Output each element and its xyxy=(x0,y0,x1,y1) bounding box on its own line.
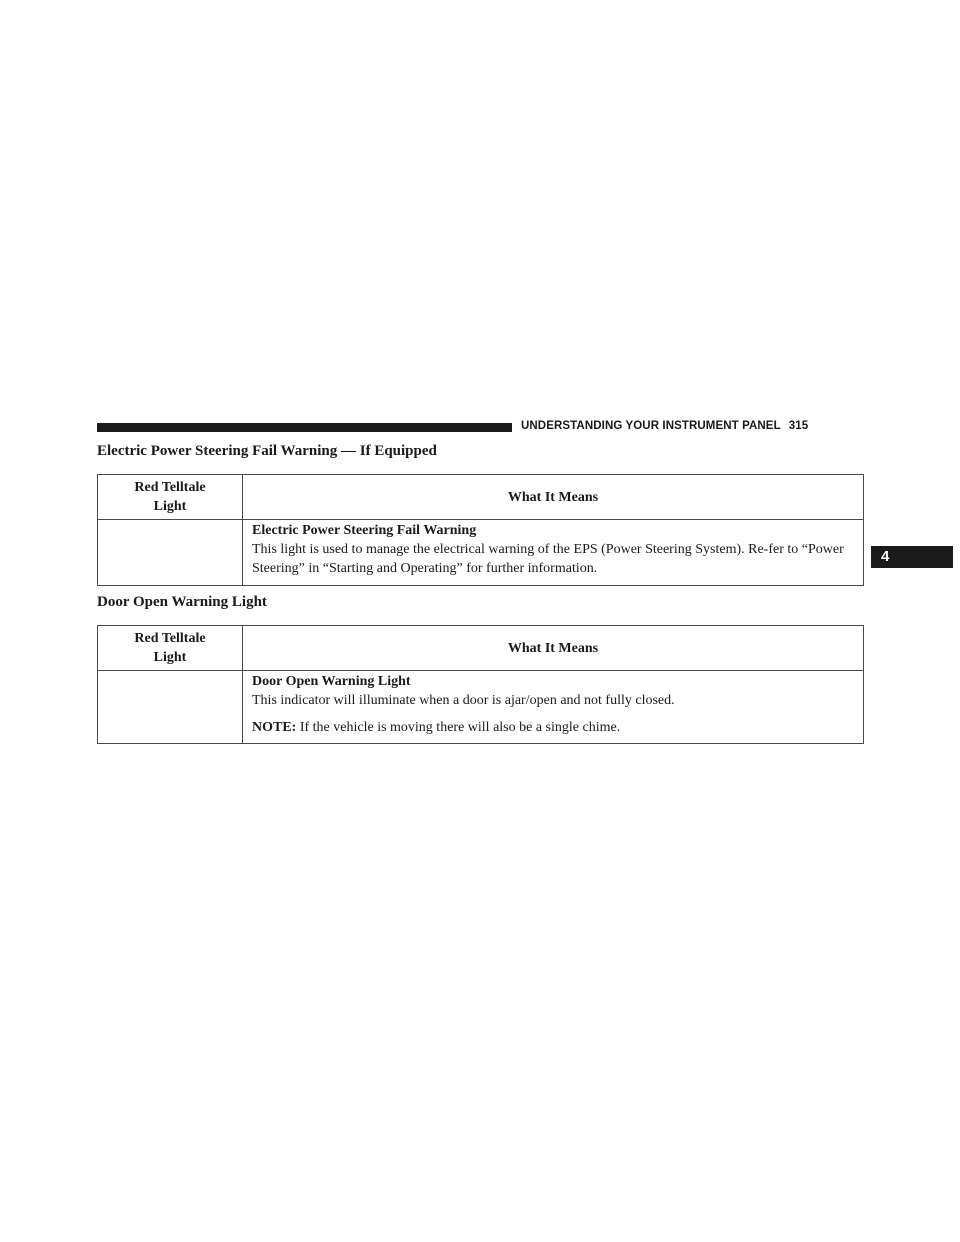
header-title: UNDERSTANDING YOUR INSTRUMENT PANEL xyxy=(521,420,781,432)
row-text: This light is used to manage the electrical warning of the EPS (Power Steering System). Re-fer to “Power Steering” in “Starting and Operating” for further information. xyxy=(252,542,844,576)
page-number: 315 xyxy=(788,420,809,432)
header-rule xyxy=(97,423,512,432)
col-header-telltale-line1: Red Telltale xyxy=(134,631,206,646)
table-row xyxy=(98,520,864,586)
telltale-icon-cell xyxy=(98,671,243,744)
note-text: If the vehicle is moving there will also be a single chime. xyxy=(296,720,621,735)
note xyxy=(252,718,854,737)
note-label: NOTE: xyxy=(252,720,297,735)
col-header-telltale-line1: Red Telltale xyxy=(134,480,206,495)
row-title: Electric Power Steering Fail Warning xyxy=(252,523,477,538)
row-text: This indicator will illuminate when a door is ajar/open and not fully closed. xyxy=(252,693,675,708)
col-header-telltale xyxy=(98,475,243,520)
col-header-telltale-line2: Light xyxy=(153,650,187,665)
row-title: Door Open Warning Light xyxy=(252,674,411,689)
table-row xyxy=(98,671,864,744)
col-header-telltale xyxy=(98,626,243,671)
running-header xyxy=(521,420,865,432)
meaning-cell xyxy=(243,520,864,586)
section-title-door-open: Door Open Warning Light xyxy=(97,594,267,610)
door-open-telltale-table xyxy=(97,625,864,744)
section-title-eps: Electric Power Steering Fail Warning — If Equipped xyxy=(97,443,437,459)
chapter-tab: 4 xyxy=(871,546,953,568)
col-header-telltale-line2: Light xyxy=(153,499,187,514)
col-header-meaning: What It Means xyxy=(243,475,864,520)
meaning-cell xyxy=(243,671,864,744)
table-header-row xyxy=(98,626,864,671)
eps-telltale-table xyxy=(97,474,864,586)
telltale-icon-cell xyxy=(98,520,243,586)
col-header-meaning: What It Means xyxy=(243,626,864,671)
table-header-row xyxy=(98,475,864,520)
